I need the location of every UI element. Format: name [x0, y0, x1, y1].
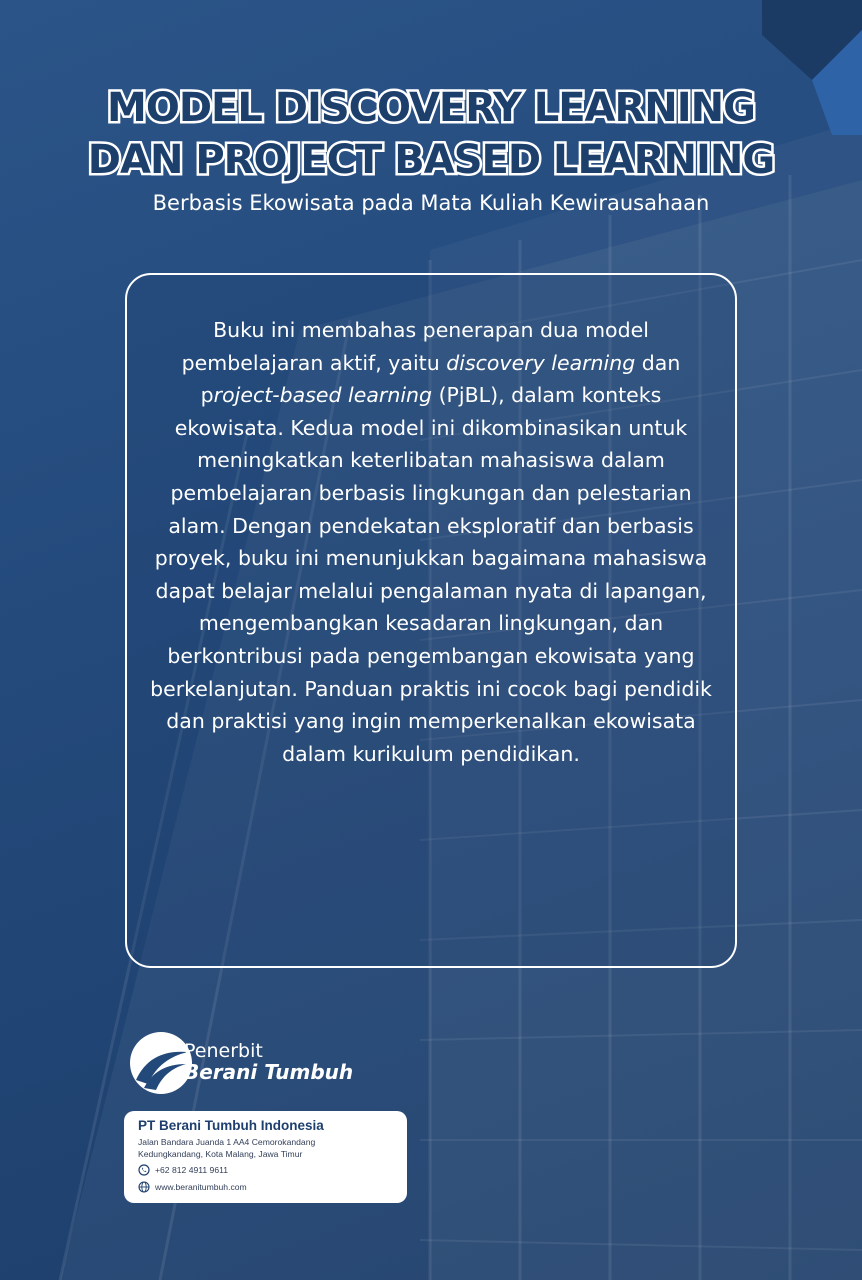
logo-text-big: Berani Tumbuh [184, 1060, 354, 1084]
book-subtitle: Berbasis Ekowisata pada Mata Kuliah Kewirausahaan [152, 191, 710, 215]
description-italic-2: roject-based learning [213, 383, 433, 408]
address-line-2: Kedungkandang, Kota Malang, Jawa Timur [138, 1148, 303, 1159]
description-text-1: Buku ini membahas penerapan dua model pembelajaran aktif, yaitu [181, 318, 649, 375]
publisher-logo [130, 1028, 360, 1100]
book-title [0, 82, 862, 186]
description-italic-1: discovery learning [446, 350, 636, 375]
whatsapp-icon [138, 1164, 150, 1176]
publisher-address [138, 1137, 315, 1160]
publisher-phone: +62 812 4911 9611 [155, 1165, 229, 1175]
publisher-info-card [124, 1111, 407, 1203]
book-title-line-2: DAN PROJECT BASED LEARNING [87, 137, 775, 183]
address-line-1: Jalan Bandara Juanda 1 AA4 Cemorokandang [138, 1137, 316, 1147]
publisher-logo-icon [130, 1028, 192, 1098]
publisher-website-row [138, 1181, 247, 1193]
logo-text-small: Penerbit [184, 1040, 263, 1062]
book-title-line-1: MODEL DISCOVERY LEARNING [107, 85, 755, 131]
publisher-website[interactable]: www.beranitumbuh.com [155, 1182, 247, 1192]
globe-icon [138, 1181, 150, 1193]
description-text-3: (PjBL), dalam konteks ekowisata. Kedua model ini dikombinasikan untuk meningkatkan keterlibatan mahasiswa dalam pembelajaran berbasis lingkungan dan pelestarian alam. Dengan pendekatan eksploratif dan berbasis proyek, buku ini menunjukkan bagaimana mahasiswa dapat belajar melalui pengalaman nyata di lapangan, mengembangkan kesadaran lingkungan, dan berkontribusi pada pengembangan ekowisata yang berkelanjutan. Panduan praktis ini cocok bagi pendidik dan praktisi yang ingin memperkenalkan ekowisata dalam kurikulum pendidikan. [150, 383, 712, 766]
description-text-2: dan p [200, 350, 681, 408]
book-description [150, 314, 712, 770]
publisher-phone-row [138, 1164, 228, 1176]
publisher-company: PT Berani Tumbuh Indonesia [138, 1118, 324, 1133]
